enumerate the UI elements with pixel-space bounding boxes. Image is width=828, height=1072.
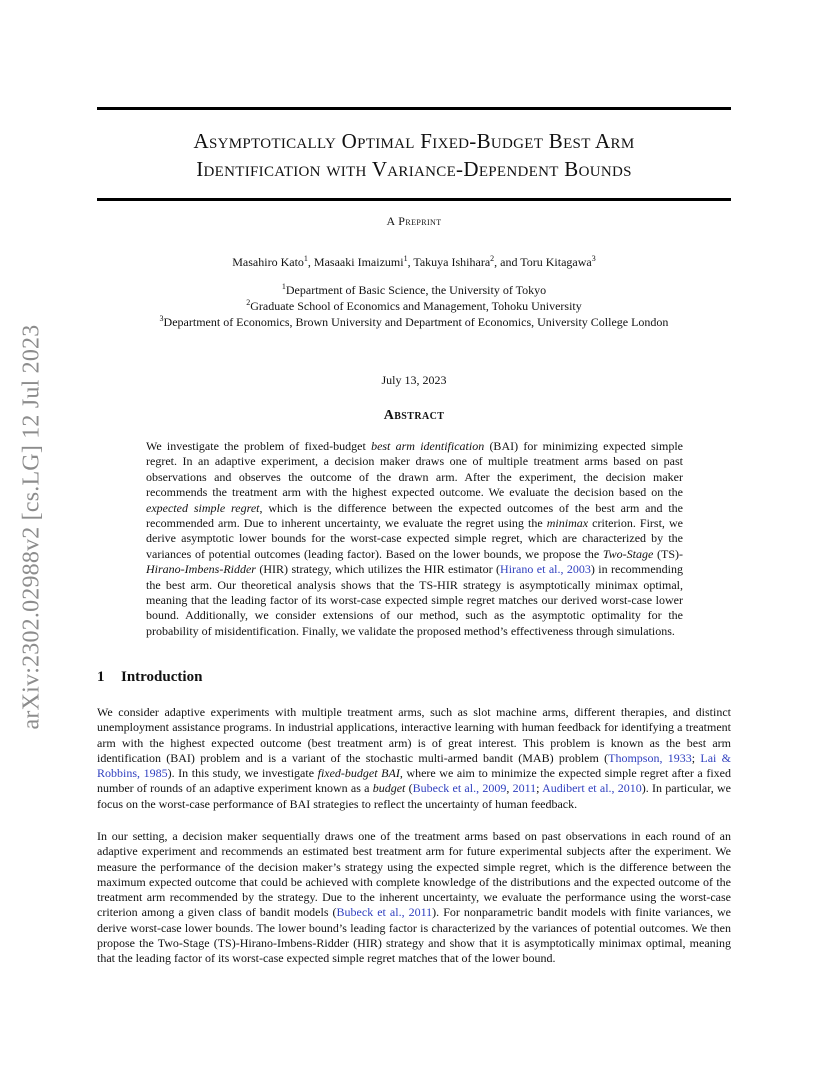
abstract-emphasis: minimax [546,516,589,531]
paper-title [97,127,731,183]
author-affiliation-mark: 2 [490,254,495,263]
arxiv-sidebar-stamp [10,294,54,760]
paragraph-text: ( [405,781,413,796]
abstract-text: ) in recommending the best arm. Our theoretical analysis shows that the TS-HIR strategy is asymptotically minimax optimal, meaning that the leading factor of its worst-case expected simple regret matches our derived worst-case lower bound. Additionally, we consider extensions of our method, such as the asymptotic optimality for the probability of misidentification. Finally, we validate the proposed method’s effectiveness through simulations. [146,562,684,638]
section-heading [97,669,202,686]
affiliation-list [97,282,731,330]
affiliation-number: 2 [246,298,251,307]
arxiv-identifier: arXiv:2302.02988v2 [cs.LG] 12 Jul 2023 [18,324,45,730]
affiliation-number: 3 [159,314,164,323]
abstract-text: (TS)- [653,546,683,561]
abstract-heading: Abstract [383,408,445,423]
author-list [97,255,731,270]
author-name: Toru Kitagawa [520,255,592,269]
affiliation-item [97,282,731,298]
author-name: Masaaki Imaizumi [313,255,404,269]
section-number: 1 [97,669,105,685]
abstract-text: (HIR) strategy, which utilizes the HIR estimator ( [255,562,501,577]
abstract-text: criterion. First, we derive asymptotic lower bounds for the worst-case expected simple regret, which are characterized by the variances of potential outcomes (leading factor). Based on the lower bounds, we propose the [146,516,683,561]
paragraph-text: We consider adaptive experiments with multiple treatment arms, such as slot machine arms, different therapies, and distinct unemployment assistance programs. In industrial applications, interactive learning with human feedback for identifying a treatment arm with the highest expected outcome (best treatment arm) is of great interest. This problem is known as the best arm identification (BAI) problem and is a variant of the stochastic multi-armed bandit (MAB) problem ( [97,705,731,765]
author-separator: , [407,255,414,269]
author-affiliation-mark: 1 [303,254,308,263]
abstract-text: , which is the difference between the expected outcomes of the best arm and the recommended arm. Due to inherent uncertainty, we evaluate the regret using the [146,500,684,531]
author-separator: , and [494,255,521,269]
paragraph-text: ). For nonparametric bandit models with finite variances, we derive worst-case lower bounds. The lower bound’s leading factor is characterized by the variances of potential outcomes. We then propose the Two-Stage (TS)-Hirano-Imbens-Ridder (HIR) strategy and show that it is asymptotically minimax optimal, meaning that the leading factor of its worst-case expected simple regret matches that of the lower bound. [97,905,732,966]
paragraph-emphasis: budget [372,781,406,796]
paragraph-text: ). In this study, we investigate [167,766,318,781]
abstract-emphasis: expected simple regret [146,500,260,515]
author-name: Takuya Ishihara [413,255,491,269]
author-affiliation-mark: 3 [591,254,596,263]
intro-paragraph-2 [97,829,731,967]
affiliation-item [97,314,731,330]
paragraph-text: , [506,781,513,796]
preprint-label: A Preprint [386,214,442,228]
abstract-text: (BAI) for minimizing expected simple regret. In an adaptive experiment, a decision maker draws one of multiple treatment arms based on past observations and observes the outcome of the drawn arm. After the experiment, the decision maker recommends the treatment arm with the highest expected outcome. We evaluate the decision based on the [146,439,684,500]
affiliation-text: Graduate School of Economics and Management, Tohoku University [250,299,582,313]
affiliation-text: Department of Basic Science, the University of Tokyo [285,283,547,297]
author-name: Masahiro Kato [232,255,304,269]
citation-link[interactable]: Hirano et al., 2003 [500,562,591,577]
title-line-1: Asymptotically Optimal Fixed-Budget Best Arm [193,129,635,153]
abstract-emphasis: best arm identification [371,439,485,453]
author-separator: , [307,255,314,269]
citation-link[interactable]: 2011 [512,781,537,796]
paragraph-text: ; [691,750,701,765]
paragraph-text: , where we aim to minimize the expected simple regret after a fixed number of rounds of an adaptive experiment known as a [97,766,731,796]
citation-link[interactable]: Bubeck et al., 2009 [412,781,507,796]
paragraph-emphasis: fixed-budget BAI [317,766,400,781]
section-title: Introduction [121,669,203,685]
title-line-2: Identification with Variance-Dependent Bounds [196,157,632,181]
paragraph-text: ). In particular, we focus on the worst-case performance of BAI strategies to reflect the uncertainty of human feedback. [97,781,732,811]
citation-link[interactable]: Thompson, 1933 [608,750,692,765]
affiliation-item [97,298,731,314]
affiliation-text: Department of Economics, Brown University and Department of Economics, University College London [163,315,669,329]
title-top-rule [97,107,731,110]
title-bottom-rule [97,198,731,201]
abstract-body [146,439,683,639]
citation-link[interactable]: Lai & Robbins, 1985 [97,750,731,781]
abstract-emphasis: Two-Stage [602,546,654,561]
intro-paragraph-1 [97,705,731,812]
citation-link[interactable]: Bubeck et al., 2011 [336,905,433,920]
abstract-text: We investigate the problem of fixed-budget [146,439,372,453]
citation-link[interactable]: Audibert et al., 2010 [542,781,642,796]
paragraph-text: ; [536,781,543,796]
paragraph-text: In our setting, a decision maker sequentially draws one of the treatment arms based on past observations in each round of an adaptive experiment and recommends an estimated best treatment arm for future experimental subjects after the experiment. We measure the performance of the decision maker’s strategy using the expected simple regret, which is the difference between the maximum expected outcome that could be achieved with complete knowledge of the distributions and the expected outcome of the treatment arm recommended by the strategy. Due to the inherent uncertainty, we evaluate the performance using the worst-case criterion among a given class of bandit models ( [97,829,731,920]
affiliation-number: 1 [281,282,286,291]
abstract-emphasis: Hirano-Imbens-Ridder [146,562,256,577]
author-affiliation-mark: 1 [403,254,408,263]
publication-date: July 13, 2023 [381,373,447,387]
